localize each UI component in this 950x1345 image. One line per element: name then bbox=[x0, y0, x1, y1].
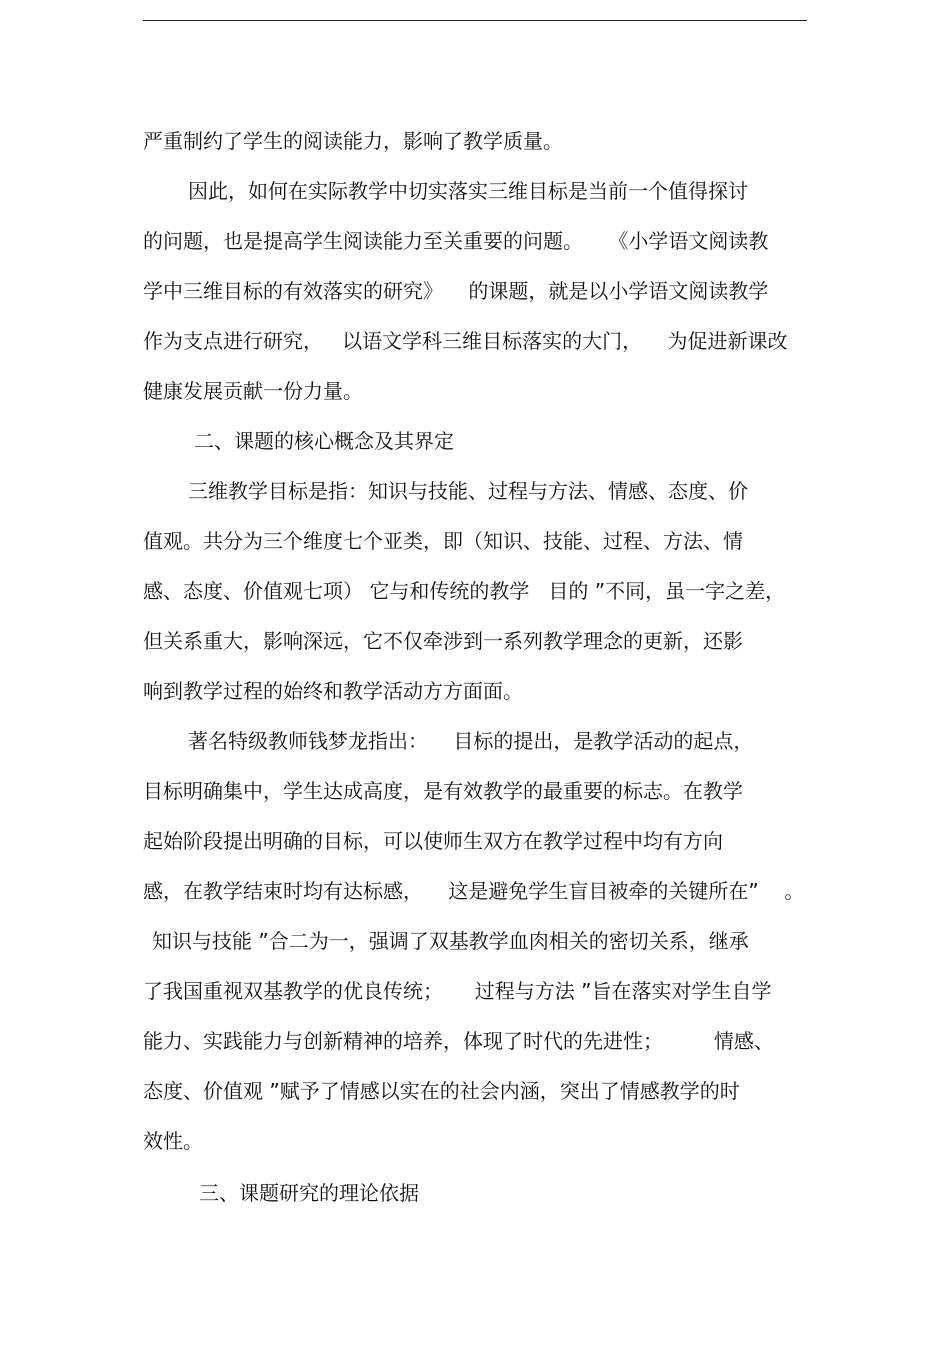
text-line: 著名特级教师钱梦龙指出： 目标的提出，是教学活动的起点， bbox=[188, 729, 754, 753]
text-line: 起始阶段提出明确的目标，可以使师生双方在教学过程中均有方向 bbox=[143, 829, 723, 853]
text-line: 三维教学目标是指：知识与技能、过程与方法、情感、态度、价 bbox=[188, 479, 748, 503]
text-line: 因此，如何在实际教学中切实落实三维目标是当前一个值得探讨 bbox=[188, 179, 748, 203]
text-line: 了我国重视双基教学的优良传统； 过程与方法 ”旨在落实对学生自学 bbox=[143, 979, 772, 1003]
text-line: 严重制约了学生的阅读能力，影响了教学质量。 bbox=[143, 129, 563, 153]
text-line: 感，在教学结束时均有达标感， 这是避免学生盲目被牵的关键所在” 。 bbox=[143, 879, 805, 903]
header-rule bbox=[143, 20, 807, 21]
text-line: 健康发展贡献一份力量。 bbox=[143, 379, 363, 403]
text-line: 作为支点进行研究， 以语文学科三维目标落实的大门， 为促进新课改 bbox=[143, 329, 788, 353]
text-line: 的问题，也是提高学生阅读能力至关重要的问题。 《小学语文阅读教 bbox=[143, 229, 769, 253]
text-line: 目标明确集中，学生达成高度，是有效教学的最重要的标志。在教学 bbox=[143, 779, 743, 803]
text-line: 能力、实践能力与创新精神的培养，体现了时代的先进性； 情感、 bbox=[143, 1029, 774, 1053]
section-heading: 二、课题的核心概念及其界定 bbox=[194, 429, 454, 453]
text-line: 学中三维目标的有效落实的研究》 的课题，就是以小学语文阅读教学 bbox=[143, 279, 769, 303]
text-line: 知识与技能 ”合二为一，强调了双基教学血肉相关的密切关系，继承 bbox=[152, 929, 749, 953]
text-line: 但关系重大，影响深远，它不仅牵涉到一系列教学理念的更新，还影 bbox=[143, 629, 743, 653]
text-line: 响到教学过程的始终和教学活动方方面面。 bbox=[143, 679, 523, 703]
text-line: 值观。共分为三个维度七个亚类，即（知识、技能、过程、方法、情 bbox=[143, 529, 743, 553]
section-heading: 三、课题研究的理论依据 bbox=[199, 1181, 419, 1205]
text-line: 感、态度、价值观七项） 它与和传统的教学 目的 ”不同，虽一字之差， bbox=[143, 579, 786, 603]
text-line: 效性。 bbox=[143, 1129, 203, 1153]
text-line: 态度、价值观 ”赋予了情感以实在的社会内涵，突出了情感教学的时 bbox=[143, 1079, 740, 1103]
